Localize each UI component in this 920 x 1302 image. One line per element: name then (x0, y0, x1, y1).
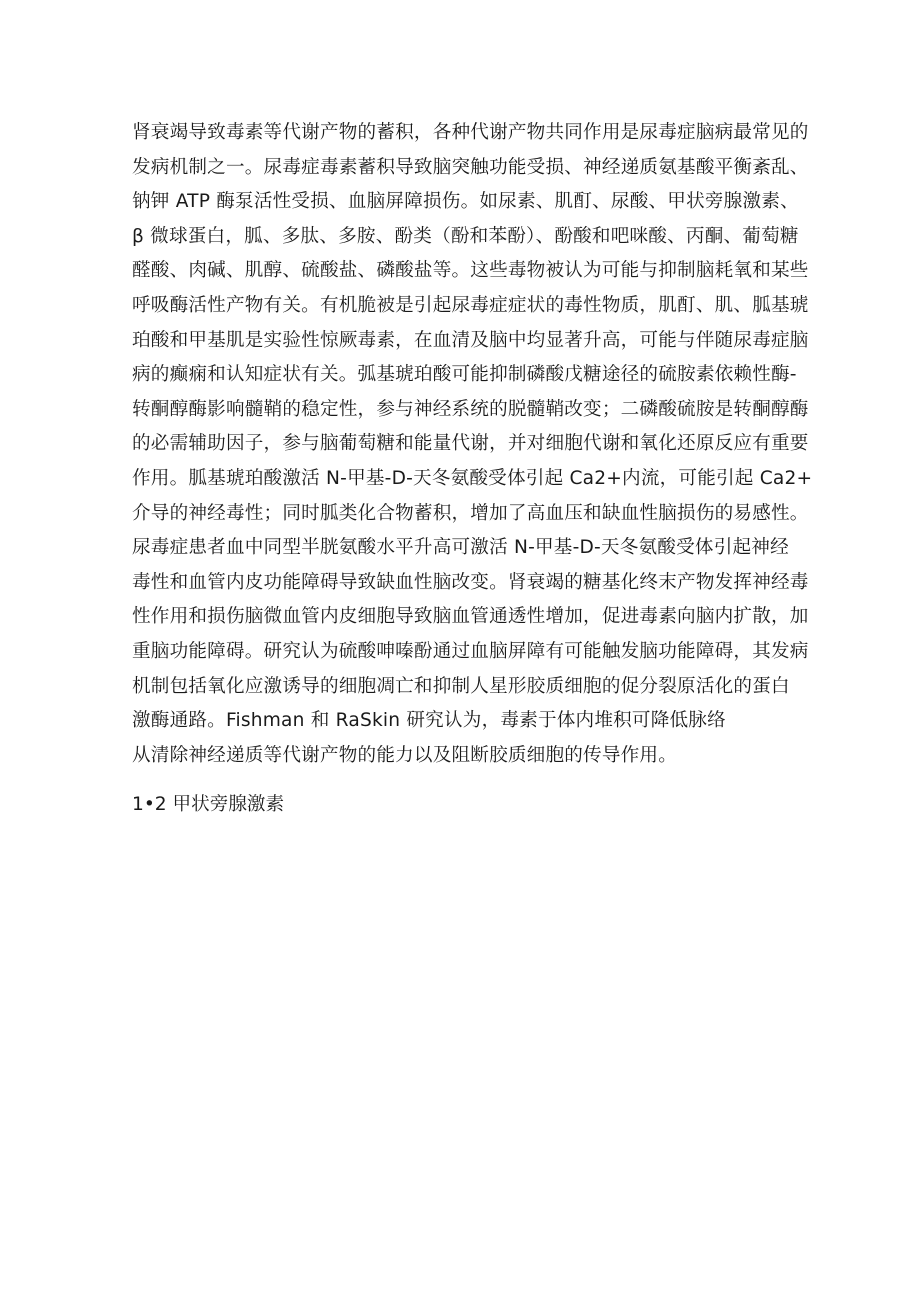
paragraph-line-14: 毒性和血管内皮功能障碍导致缺血性脑改变。肾衰竭的糖基化终末产物发挥神经毒 (132, 571, 809, 593)
paragraph-line-5: 醛酸、肉碱、肌醇、硫酸盐、磷酸盐等。这些毒物被认为可能与抑制脑耗氧和某些 (132, 260, 809, 282)
paragraph-line-16: 重脑功能障碍。研究认为硫酸呻嗪酚通过血脑屏障有可能触发脑功能障碍，其发病 (132, 640, 809, 662)
paragraph-line-13: 尿毒症患者血中同型半胱氨酸水平升高可激活 N-甲基-D-天冬氨酸受体引起神经 (132, 537, 789, 559)
paragraph-line-19: 从清除神经递质等代谢产物的能力以及阻断胶质细胞的传导作用。 (132, 744, 678, 766)
paragraph-line-17: 机制包括氧化应激诱导的细胞凋亡和抑制人星形胶质细胞的促分裂原活化的蛋白 (132, 675, 790, 697)
paragraph-line-12: 介导的神经毒性；同时胍类化合物蓄积，增加了高血压和缺血性脑损伤的易感性。 (132, 502, 809, 524)
paragraph-line-1: 肾衰竭导致毒素等代谢产物的蓄积，各种代谢产物共同作用是尿毒症脑病最常见的 (132, 122, 809, 143)
paragraph-line-6: 呼吸酶活性产物有关。有机脆被是引起尿毒症症状的毒性物质，肌酊、肌、胍基琥 (132, 294, 809, 316)
paragraph-line-2: 发病机制之一。尿毒症毒素蓄积导致脑突触功能受损、神经递质氨基酸平衡紊乱、 (132, 156, 809, 178)
paragraph-line-10: 的必需辅助因子，参与脑葡萄糖和能量代谢，并对细胞代谢和氧化还原反应有重要 (132, 433, 809, 455)
paragraph-line-15: 性作用和损伤脑微血管内皮细胞导致脑血管通透性增加，促进毒素向脑内扩散，加 (132, 606, 809, 628)
body-paragraph (132, 116, 812, 773)
paragraph-line-9: 转酮醇酶影响髓鞘的稳定性，参与神经系统的脱髓鞘改变；二磷酸硫胺是转酮醇酶 (132, 398, 809, 420)
section-heading: 1•2 甲状旁腺激素 (132, 794, 285, 815)
paragraph-line-11: 作用。胍基琥珀酸激活 N-甲基-D-天冬氨酸受体引起 Ca2+内流，可能引起 Ca2+ (132, 467, 813, 489)
paragraph-line-7: 珀酸和甲基肌是实验性惊厥毒素，在血清及脑中均显著升高，可能与伴随尿毒症脑 (132, 329, 809, 351)
paragraph-line-3: 钠钾 ATP 酶泵活性受损、血脑屏障损伤。如尿素、肌酊、尿酸、甲状旁腺激素、 (132, 191, 799, 213)
paragraph-line-4: β 微球蛋白，胍、多肽、多胺、酚类（酚和苯酚）、酚酸和吧咪酸、丙酮、葡萄糖 (132, 225, 799, 247)
paragraph-line-8: 病的癫痫和认知症状有关。弧基琥珀酸可能抑制磷酸戊糖途径的硫胺素依赖性酶- (132, 364, 797, 386)
paragraph-line-18: 激酶通路。Fishman 和 RaSkin 研究认为，毒素于体内堆积可降低脉络 (132, 710, 726, 732)
